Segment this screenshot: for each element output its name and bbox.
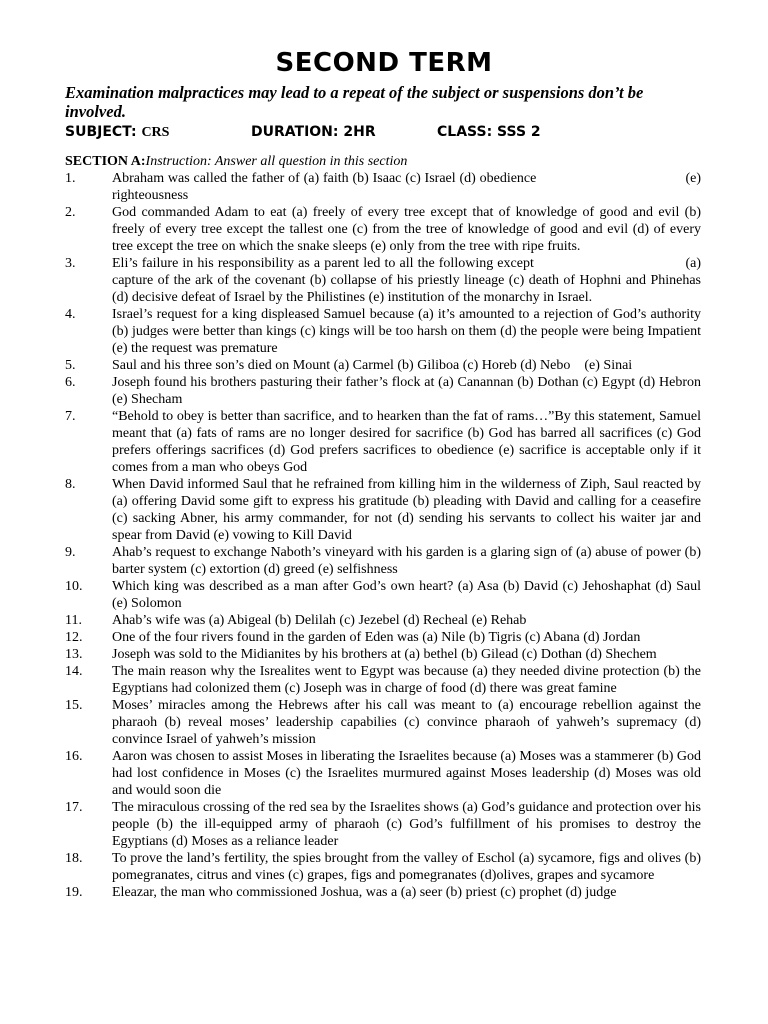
question-text: Ahab’s wife was (a) Abigeal (b) Delilah (c) Jezebel (d) Recheal (e) Rehab [112, 613, 527, 628]
question-text: God commanded Adam to eat (a) freely of every tree except that of knowledge of good and evil (b) freely of every tree except the tallest one (c) from the tree of knowledge of good and evil (d) of every tree except the tree on which the snake sleeps (e) only from the tree with ripe fruits. [112, 205, 701, 254]
question-number: 9. [65, 545, 76, 560]
question-item [65, 204, 701, 255]
question-text: Saul and his three son’s died on Mount (a) Carmel (b) Giliboa (c) Horeb (d) Nebo (e) Sinai [112, 358, 633, 373]
question-text: “Behold to obey is better than sacrifice, and to hearken than the fat of rams…”By this statement, Samuel meant that (a) fats of rams are no longer desired for sacrifice (b) God has barred all sacrifices (c) God prefers offerings sacrifices (d) God prefers sacrifices to obedience (e) sacrifice is acceptable only if it comes from a man who obeys God [112, 409, 701, 475]
question-number: 1. [65, 171, 76, 186]
question-item [65, 170, 701, 204]
question-item [65, 306, 701, 357]
question-item [65, 850, 701, 884]
question-item [65, 799, 701, 850]
question-item [65, 357, 701, 374]
question-item [65, 646, 701, 663]
question-text: Eleazar, the man who commissioned Joshua, was a (a) seer (b) priest (c) prophet (d) judge [112, 885, 617, 900]
question-number: 4. [65, 307, 76, 322]
question-item [65, 544, 701, 578]
class-field: CLASS: SSS 2 [437, 124, 541, 140]
question-list [65, 170, 701, 901]
malpractice-warning: Examination malpractices may lead to a repeat of the subject or suspensions don’t be involved. [65, 83, 644, 121]
question-number: 19. [65, 885, 83, 900]
question-number: 8. [65, 477, 76, 492]
question-item [65, 884, 701, 901]
question-text: One of the four rivers found in the garden of Eden was (a) Nile (b) Tigris (c) Abana (d) Jordan [112, 630, 641, 645]
question-text: Eli’s failure in his responsibility as a parent led to all the following except (a) capture of the ark of the covenant (b) collapse of his priestly lineage (c) death of Hophni and Phinehas (d) decisive defeat of Israel by the Philistines (e) institution of the monarchy in Israel. [112, 256, 701, 305]
question-text: Ahab’s request to exchange Naboth’s vineyard with his garden is a glaring sign of (a) abuse of power (b) barter system (c) extortion (d) greed (e) selfishness [112, 545, 701, 577]
question-number: 6. [65, 375, 76, 390]
question-item [65, 408, 701, 476]
section-label: SECTION A: [65, 154, 146, 169]
question-number: 5. [65, 358, 76, 373]
question-number: 15. [65, 698, 83, 713]
question-item [65, 697, 701, 748]
question-number: 3. [65, 256, 76, 271]
question-text: Joseph found his brothers pasturing their father’s flock at (a) Canannan (b) Dothan (c) Egypt (d) Hebron (e) Shecham [112, 375, 701, 407]
question-number: 13. [65, 647, 83, 662]
question-text: Which king was described as a man after God’s own heart? (a) Asa (b) David (c) Jehoshaphat (d) Saul (e) Solomon [112, 579, 701, 611]
question-text: Moses’ miracles among the Hebrews after his call was meant to (a) encourage rebellion against the pharaoh (b) reveal moses’ leadership capabilies (c) convince pharaoh of yahweh’s supremacy (d) convince Israel of yahweh’s mission [112, 698, 701, 747]
question-item [65, 374, 701, 408]
question-number: 17. [65, 800, 83, 815]
question-number: 16. [65, 749, 83, 764]
question-item [65, 612, 701, 629]
duration-field: DURATION: 2HR [251, 124, 376, 140]
question-text: The main reason why the Isrealites went to Egypt was because (a) they needed divine protection (b) the Egyptians had colonized them (c) Joseph was in charge of food (d) there was great famine [112, 664, 701, 696]
question-text: When David informed Saul that he refrained from killing him in the wilderness of Ziph, Saul reacted by (a) offering David some gift to express his gratitude (b) pleading with David and calling for a ceasefire (c) sacking Abner, his army commander, for not (d) sending his servants to collect his waiter jar and spear from David (e) vowing to Kill David [112, 477, 701, 543]
question-number: 12. [65, 630, 83, 645]
question-item [65, 748, 701, 799]
subject-field [65, 124, 169, 141]
question-text: Joseph was sold to the Midianites by his brothers at (a) bethel (b) Gilead (c) Dothan (d) Shechem [112, 647, 657, 662]
question-item [65, 476, 701, 544]
question-number: 18. [65, 851, 83, 866]
question-item [65, 629, 701, 646]
question-text: To prove the land’s fertility, the spies brought from the valley of Eschol (a) sycamore, figs and olives (b) pomegranates, citrus and vines (c) grapes, figs and pomegranates (d)olives, grapes and sycamore [112, 851, 701, 883]
section-instruction: Instruction: Answer all question in this section [145, 154, 408, 169]
question-text: Aaron was chosen to assist Moses in liberating the Israelites because (a) Moses was a stammerer (b) God had lost confidence in Moses (c) the Israelites murmured against Moses leadership (d) Moses was old and would soon die [112, 749, 701, 798]
question-number: 14. [65, 664, 83, 679]
question-text: The miraculous crossing of the red sea by the Israelites shows (a) God’s guidance and protection over his people (b) the ill-equipped army of pharaoh (c) God’s fulfillment of his promises to destroy the Egyptians (d) Moses as a reliance leader [112, 800, 701, 849]
question-text: Israel’s request for a king displeased Samuel because (a) it’s amounted to a rejection of God’s authority (b) judges were better than kings (c) kings will be too harsh on them (d) the people were being Impatient (e) the request was premature [112, 307, 701, 356]
question-item [65, 663, 701, 697]
question-text: Abraham was called the father of (a) faith (b) Isaac (c) Israel (d) obedience (e) righteousness [112, 171, 701, 203]
question-number: 11. [65, 613, 82, 628]
question-number: 10. [65, 579, 83, 594]
question-number: 7. [65, 409, 76, 424]
question-number: 2. [65, 205, 76, 220]
subject-value: CRS [141, 125, 170, 140]
section-heading [65, 153, 705, 170]
question-item [65, 578, 701, 612]
subject-label: SUBJECT: [65, 124, 137, 140]
page-title: SECOND TERM [275, 48, 493, 78]
question-item [65, 255, 701, 306]
